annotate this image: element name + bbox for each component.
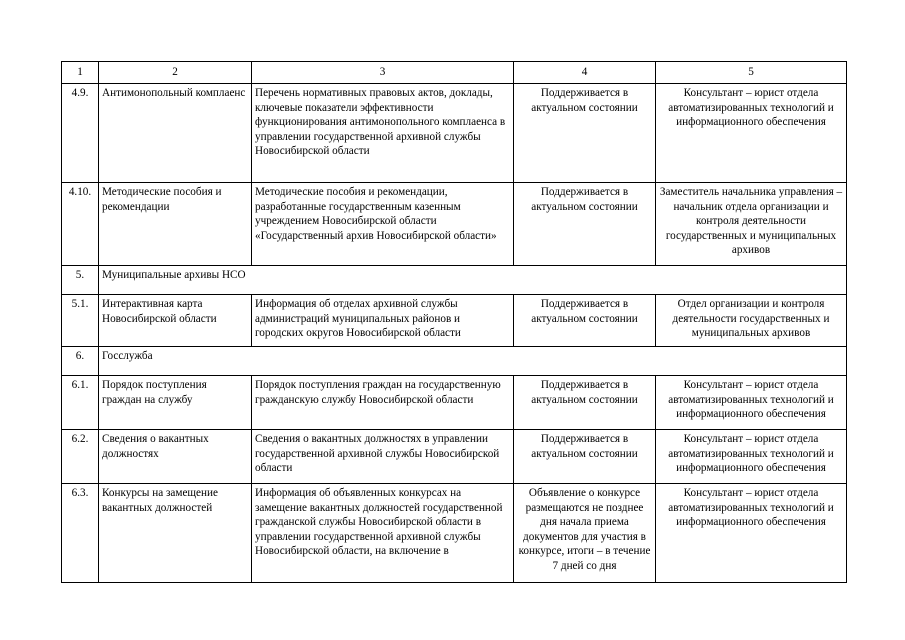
row-period: Поддерживается в актуальном состоянии bbox=[514, 183, 656, 266]
row-responsible: Консультант – юрист отдела автоматизированных технологий и информационного обеспечения bbox=[656, 376, 847, 430]
row-number: 6.3. bbox=[62, 484, 99, 583]
section-number: 6. bbox=[62, 347, 99, 376]
header-cell: 2 bbox=[99, 62, 252, 84]
document-page bbox=[61, 61, 846, 583]
row-number: 6.2. bbox=[62, 430, 99, 484]
row-period-text: Объявление о конкурсе размещаются не позднее дня начала приема документов для участия в конкурсе, итоги – в течение 7 дней со дня bbox=[518, 487, 651, 572]
row-responsible: Консультант – юрист отдела автоматизированных технологий и информационного обеспечения bbox=[656, 430, 847, 484]
table-row bbox=[62, 84, 847, 183]
row-content: Порядок поступления граждан на государственную гражданскую службу Новосибирской области bbox=[252, 376, 514, 430]
row-content: Перечень нормативных правовых актов, доклады, ключевые показатели эффективности функционирования антимонопольного комплаенса в управлении государственной архивной службы Новосибирской области bbox=[252, 84, 514, 183]
row-title: Антимонопольный комплаенс bbox=[99, 84, 252, 183]
registry-table bbox=[61, 61, 847, 583]
row-number: 4.10. bbox=[62, 183, 99, 266]
section-row bbox=[62, 347, 847, 376]
table-row bbox=[62, 295, 847, 347]
section-row bbox=[62, 266, 847, 295]
header-cell: 5 bbox=[656, 62, 847, 84]
section-number: 5. bbox=[62, 266, 99, 295]
row-content: Сведения о вакантных должностях в управлении государственной архивной службы Новосибирской области bbox=[252, 430, 514, 484]
row-number: 4.9. bbox=[62, 84, 99, 183]
table-row bbox=[62, 430, 847, 484]
row-title: Порядок поступления граждан на службу bbox=[99, 376, 252, 430]
row-number: 5.1. bbox=[62, 295, 99, 347]
row-period: Поддерживается в актуальном состоянии bbox=[514, 295, 656, 347]
row-content: Информация об отделах архивной службы администраций муниципальных районов и городских округов Новосибирской области bbox=[252, 295, 514, 347]
table-row bbox=[62, 183, 847, 266]
header-cell: 4 bbox=[514, 62, 656, 84]
row-period: Поддерживается в актуальном состоянии bbox=[514, 84, 656, 183]
table-row bbox=[62, 484, 847, 583]
row-content bbox=[252, 484, 514, 583]
section-title: Муниципальные архивы НСО bbox=[99, 266, 847, 295]
row-period bbox=[514, 484, 656, 583]
row-responsible: Консультант – юрист отдела автоматизированных технологий и информационного обеспечения bbox=[656, 484, 847, 583]
header-cell: 1 bbox=[62, 62, 99, 84]
section-title: Госслужба bbox=[99, 347, 847, 376]
row-title: Методические пособия и рекомендации bbox=[99, 183, 252, 266]
row-period: Поддерживается в актуальном состоянии bbox=[514, 430, 656, 484]
row-number: 6.1. bbox=[62, 376, 99, 430]
row-title: Сведения о вакантных должностях bbox=[99, 430, 252, 484]
row-responsible: Отдел организации и контроля деятельности государственных и муниципальных архивов bbox=[656, 295, 847, 347]
row-title: Интерактивная карта Новосибирской области bbox=[99, 295, 252, 347]
row-content-text: Информация об объявленных конкурсах на замещение вакантных должностей государственной гражданской службы Новосибирской области в управлении государственной архивной службы Новосибирской области, на включение в bbox=[255, 487, 503, 558]
row-responsible: Заместитель начальника управления – начальник отдела организации и контроля деятельности государственных и муниципальных архивов bbox=[656, 183, 847, 266]
row-period: Поддерживается в актуальном состоянии bbox=[514, 376, 656, 430]
row-content: Методические пособия и рекомендации, разработанные государственным казенным учреждением Новосибирской области «Государственный архив Новосибирской области» bbox=[252, 183, 514, 266]
row-responsible: Консультант – юрист отдела автоматизированных технологий и информационного обеспечения bbox=[656, 84, 847, 183]
table-header-row bbox=[62, 62, 847, 84]
header-cell: 3 bbox=[252, 62, 514, 84]
row-title: Конкурсы на замещение вакантных должностей bbox=[99, 484, 252, 583]
table-row bbox=[62, 376, 847, 430]
